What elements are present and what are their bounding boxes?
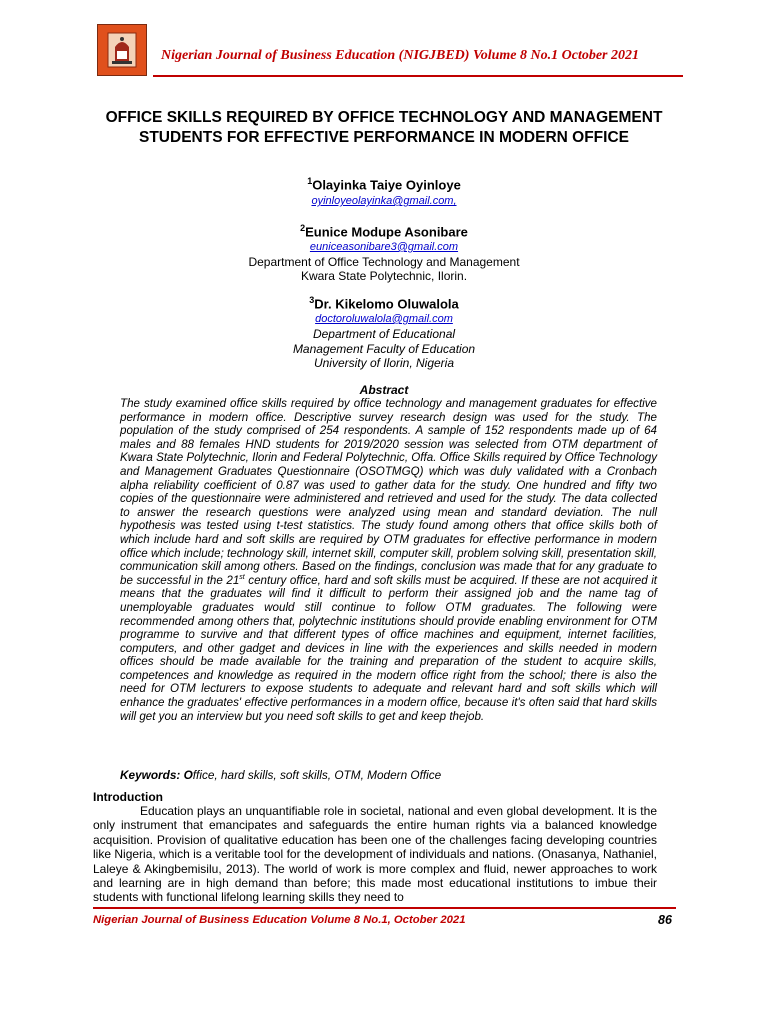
author-1-label: Olayinka Taiye Oyinloye — [312, 177, 461, 193]
author-3-affiliation-line-3: University of Ilorin, Nigeria — [313, 356, 455, 370]
keywords — [120, 768, 441, 782]
introduction-heading: Introduction — [93, 790, 163, 804]
paper-title: OFFICE SKILLS REQUIRED BY OFFICE TECHNOLOGY AND MANAGEMENT STUDENTS FOR EFFECTIVE PERFORMANCE IN MODERN OFFICE — [105, 109, 663, 146]
author-2-sup: 2 — [300, 223, 306, 233]
keywords-text: ffice, hard skills, soft skills, OTM, Modern Office — [192, 768, 442, 782]
author-3-label: Dr. Kikelomo Oluwalola — [314, 296, 459, 312]
author-3-email[interactable]: doctoroluwalola@gmail.com — [315, 313, 453, 325]
author-3-sup: 3 — [309, 295, 315, 305]
footer-divider — [93, 907, 676, 909]
journal-logo — [97, 24, 147, 76]
keywords-label: Keywords: O — [120, 768, 193, 782]
author-2-affiliation-line-1: Department of Office Technology and Management — [248, 255, 520, 269]
author-1-sup: 1 — [307, 176, 313, 186]
header-divider — [153, 75, 683, 77]
author-3-name — [0, 295, 768, 311]
author-2-name — [0, 223, 768, 239]
journal-header: Nigerian Journal of Business Education (NIGJBED) Volume 8 No.1 October 2021 — [161, 48, 640, 63]
abstract-heading: Abstract — [359, 383, 409, 397]
abstract-body — [120, 397, 657, 723]
abstract-text-part-1: The study examined office skills required by office technology and management graduates for effective performance in modern office. Descriptive survey research design was used for the study. The population of the study comprised of 254 respondents. A sample of 152 respondents made up of 64 males and 88 females HND students for 2019/2020 session was selected from OTM department of Kwara State Polytechnic, Ilorin and Federal Polytechnic, Offa. Office Skills required by Office Technology and Management Graduates Questionnaire (OSOTMGQ) which was duly validated with a Cronbach alpha reliability coefficient of 0.87 was used to gather data for the study. One hundred and fifty two copies of the questionnaire were administered and retrieved and used for the study. The data collected to answer the research questions were analyzed using mean and standard deviation. The null hypothesis was tested using t-test statistics. The study found among others that office skills both of which include hard and soft skills are required by OTM graduates for effective performance in modern office which include; technology skill, internet skill, computer skill, problem solving skill, presentation skill, communication skill among others. Based on the findings, conclusion was made that for any graduate to be successful in the 21 — [120, 397, 658, 587]
author-3-affiliation-line-2: Management Faculty of Education — [292, 342, 476, 356]
author-3-affiliation-line-1: Department of Educational — [312, 327, 456, 341]
author-2-affiliation-line-2: Kwara State Polytechnic, Ilorin. — [300, 269, 468, 283]
author-2-email[interactable]: euniceasonibare3@gmail.com — [309, 241, 459, 253]
page-number: 86 — [658, 913, 672, 927]
abstract-ordinal-sup: st — [239, 573, 245, 581]
author-1-email[interactable]: oyinloyeolayinka@gmail.com, — [311, 195, 457, 207]
author-1-name — [0, 176, 768, 192]
author-2-label: Eunice Modupe Asonibare — [305, 224, 468, 240]
footer-journal-line: Nigerian Journal of Business Education Volume 8 No.1, October 2021 — [93, 914, 466, 926]
introduction-body: Education plays an unquantifiable role in societal, national and even global development. It is the only instrument that emancipates and safeguards the entire human rights via a balanced knowledge acquisition. Provision of qualitative education has been one of the challenges facing developing countries like Nigeria, which is a veritable tool for the development of individuals and nations. (Onasanya, Nathaniel, Laleye & Akingbemisilu, 2013). The world of work is more complex and fluid, newer approaches to work and learning are in high demand than before; this made most educational institutions to imbue their students with functional lifelong learning skills they need to — [93, 804, 657, 905]
abstract-text-part-2: century office, hard and soft skills must be acquired. If these are not acquired it means that the graduates will find it difficult to perform their assigned job and the name tag of unemployable graduates would still continue to follow OTM graduates. The following were recommended among others that, polytechnic institutions should provide enabling environment for OTM programme to survive and that different types of office machines and equipment, internet facilities, computers, and other gadget and devices in line with the experiences and skills needed in modern offices should be made available for the training and preparation of the student to acquire skills, competences and knowledge as required in the modern office right from the school; there is also the need for OTM lecturers to expose students to adequate and relevant hard and soft skills which will enhance the graduates' effective performances in a modern office, because it's often said that hard skills will get you an interview but you need soft skills to get and keep thejob. — [120, 573, 657, 723]
